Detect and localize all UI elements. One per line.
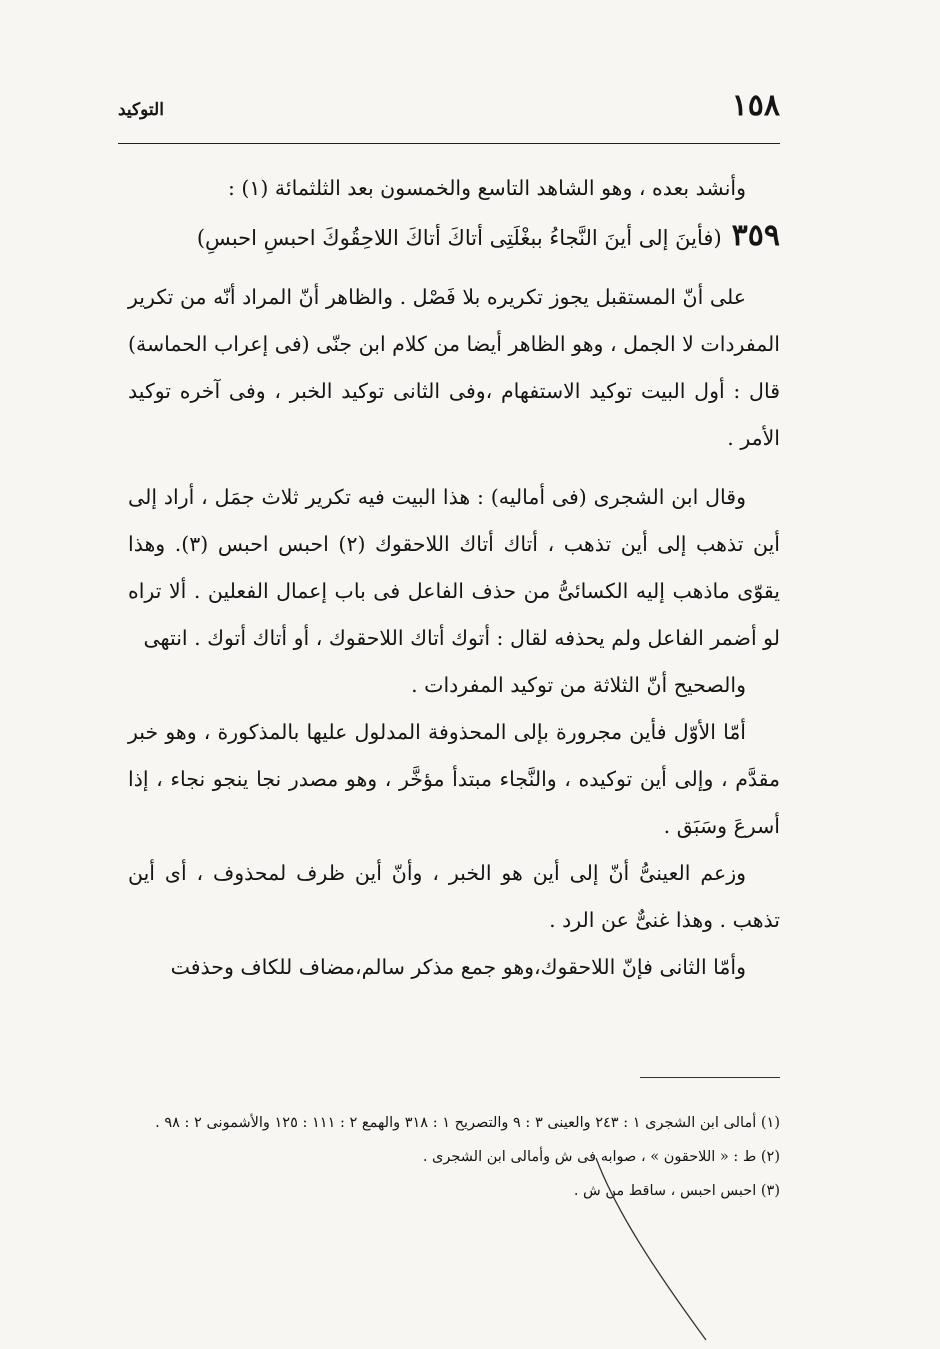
footnote-rule [640, 1077, 780, 1078]
page-header [118, 88, 780, 128]
verse-number: ٣٥٩ [731, 218, 780, 253]
running-title: التوكيد [118, 100, 164, 120]
paragraph-3: والصحيح أنّ الثلاثة من توكيد المفردات . [411, 673, 746, 697]
paragraph-5: وزعم العينىُّ أنّ إلى أين هو الخبر ، وأنّ أين ظرف لمحذوف ، أى أين تذهب . وهذا غنىٌّ عن الرد . [128, 861, 780, 932]
footnote-1: (١) أمالى ابن الشجرى ١ : ٢٤٣ والعينى ٣ : ٩ والتصريح ١ : ٣١٨ والهمع ٢ : ١١١ : ١٢٥ والأشمونى ٢ : ٩٨ . [155, 1115, 780, 1131]
page-number: ١٥٨ [731, 88, 780, 123]
paragraph-1: على أنّ المستقبل يجوز تكريره بلا فَصْل . والظاهر أنّ المراد أنّه من تكرير المفردات لا الجمل ، وهو الظاهر أيضا من كلام ابن جنّى (فى إعراب الحماسة) قال : أول البيت توكيد الاستفهام ،وفى الثانى توكيد الخبر ، وفى آخره توكيد الأمر . [128, 285, 780, 450]
paragraph-6: وأمّا الثانى فإنّ اللاحقوك،وهو جمع مذكر سالم،مضاف للكاف وحذفت [170, 955, 746, 979]
intro-line: وأنشد بعده ، وهو الشاهد التاسع والخمسون بعد الثلثمائة (١) : [227, 176, 746, 200]
footnote-3: (٣) احبس احبس ، ساقط من ش . [573, 1183, 780, 1199]
footnote-2: (٢) ط : « اللاحقون » ، صوابه فى ش وأمالى ابن الشجرى . [422, 1149, 780, 1165]
paragraph-2: وقال ابن الشجرى (فى أماليه) : هذا البيت فيه تكرير ثلاث جمَل ، أراد إلى أين تذهب إلى أين تذهب ، أتاك أتاك اللاحقوك (٢) احبس احبس (٣). وهذا يقوّى ماذهب إليه الكسائىُّ من حذف الفاعل فى باب إعمال الفعلين . ألا تراه لو أضمر الفاعل ولم يحذفه لقال : أتوك أتاك اللاحقوك ، أو أتاك أتوك . انتهى [128, 485, 780, 650]
verse-line [128, 212, 780, 262]
paragraph-4: أمّا الأوّل فأين مجرورة بإلى المحذوفة المدلول عليها بالمذكورة ، وهو خبر مقدَّم ، وإلى أين توكيده ، والنَّجاء مبتدأ مؤخَّر ، وهو مصدر نجا ينجو نجاء ، إذا أسرعَ وسَبَق . [128, 720, 780, 838]
header-rule [118, 143, 780, 144]
main-text [128, 165, 780, 991]
verse-text: (فأينَ إلى أينَ النَّجاءُ ببغْلَتِى أتاكَ أتاكَ اللاحِقُوكَ احبسِ احبسِ) [196, 226, 722, 250]
footnotes [136, 1106, 780, 1208]
